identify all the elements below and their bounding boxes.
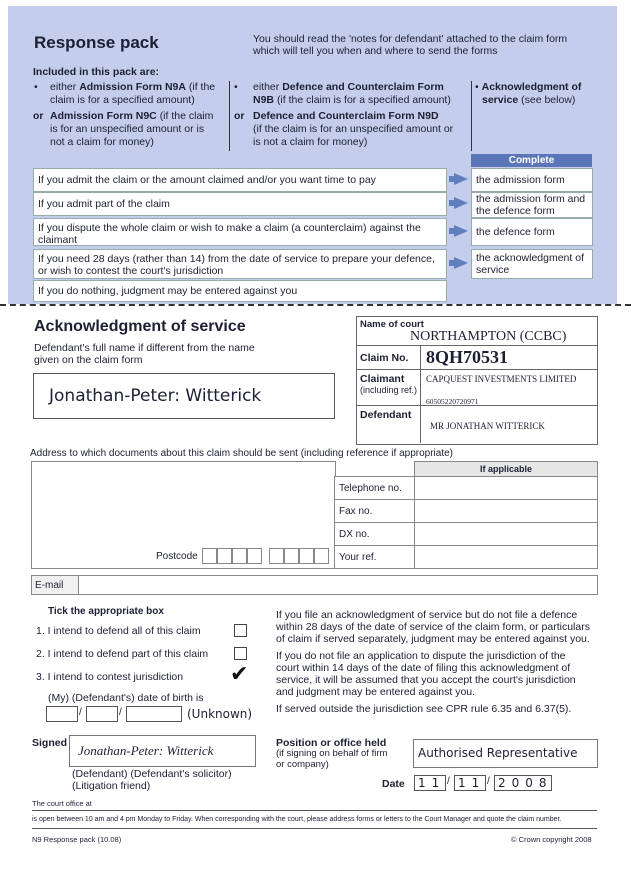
col1-line1 <box>50 81 215 93</box>
note2-line3: service, it will be assumed that you accept the court's jurisdiction <box>276 674 576 686</box>
dob-month-box <box>86 706 118 722</box>
crown-copyright: © Crown copyright 2008 <box>511 835 592 844</box>
your-ref-label: Your ref. <box>339 552 377 563</box>
table-row-4-right <box>471 249 593 279</box>
date-year-value: 2008 <box>498 776 553 790</box>
date-day-box <box>414 775 446 791</box>
postcode-box <box>314 548 329 564</box>
claim-no-label: Claim No. <box>360 352 409 364</box>
date-month-value: 11 <box>458 776 486 790</box>
date-slash-1: / <box>447 776 450 787</box>
col2-bullet: • <box>234 81 238 93</box>
note2-line2: court within 14 days of the date of filing this acknowledgment of <box>276 662 571 674</box>
telephone-field[interactable] <box>414 476 598 500</box>
option-2-label: 2. I intend to defend part of this claim <box>36 648 209 660</box>
court-divider-2 <box>356 369 597 370</box>
col2-either: either <box>253 81 280 93</box>
dob-slash-2: / <box>119 707 122 718</box>
position-sub-2: or company) <box>276 759 329 770</box>
dx-field[interactable] <box>414 522 598 546</box>
complete-header <box>471 154 592 167</box>
dob-unknown: (Unknown) <box>187 707 253 721</box>
signed-label: Signed <box>32 737 68 749</box>
option-2-checkbox[interactable] <box>234 647 247 660</box>
complete-header-label: Complete <box>508 155 555 166</box>
row4-arrow-icon <box>454 257 468 269</box>
dob-day-box <box>46 706 78 722</box>
col1-n9c: Admission Form N9C <box>50 110 157 122</box>
if-applicable-label: If applicable <box>479 464 532 474</box>
postcode-box <box>232 548 247 564</box>
included-heading: Included in this pack are: <box>33 66 160 78</box>
if-applicable-header <box>414 461 598 477</box>
row4-complete: the acknowledgment of service <box>476 252 584 276</box>
address-label: Address to which documents about this claim should be sent (including reference if appropriate) <box>30 448 454 459</box>
col1-n9a: Admission Form N9A <box>79 81 186 93</box>
court-name-value: NORTHAMPTON (CCBC) <box>410 329 567 344</box>
date-slash-2: / <box>487 776 490 787</box>
defendant-name-field[interactable] <box>33 373 335 419</box>
dob-label: (My) (Defendant's) date of birth is <box>48 692 204 704</box>
signature-field[interactable] <box>69 735 256 767</box>
col1-bullet: • <box>34 81 38 93</box>
claim-no-value: 8QH70531 <box>426 347 509 367</box>
notes-instruction-line2: which will tell you when and where to send the forms <box>253 45 498 57</box>
table-row-1-left <box>33 168 447 192</box>
note2-line4: and judgment may be entered against you. <box>276 686 476 698</box>
col2-or: or <box>234 110 245 122</box>
defendant-name-value: Jonathan-Peter: Witterick <box>49 386 262 406</box>
table-row-2-right <box>471 192 593 218</box>
tick-title: Tick the appropriate box <box>48 606 164 617</box>
claimant-label: Claimant <box>360 373 405 385</box>
claimant-ref: 60505220720971 <box>426 397 479 406</box>
defendant-label: Defendant <box>360 409 412 421</box>
table-row-3-right <box>471 218 593 246</box>
postcode-box <box>217 548 232 564</box>
col1-line5: not a claim for money) <box>50 136 154 148</box>
defendant-value: MR JONATHAN WITTERICK <box>430 421 545 431</box>
col2-line2 <box>253 94 451 106</box>
col3-line2 <box>482 94 575 106</box>
court-hours: is open between 10 am and 4 pm Monday to Friday. When corresponding with the court, please address forms or letters to the Court Manager and quote the claim number. <box>32 816 562 823</box>
note2-line1: If you do not file an application to dispute the jurisdiction of the <box>276 650 566 662</box>
email-field[interactable] <box>78 575 598 595</box>
your-ref-field[interactable] <box>414 545 598 569</box>
signer-role-2: (Litigation friend) <box>72 780 151 792</box>
note1-line1: If you file an acknowledgment of service but do not file a defence <box>276 609 578 621</box>
date-year-box <box>494 775 552 791</box>
row1-text: If you admit the claim or the amount claimed and/or you want time to pay <box>38 174 376 186</box>
checkmark-icon: ✔ <box>230 661 249 686</box>
date-day-value: 11 <box>418 776 446 790</box>
claimant-sub-label: (including ref.) <box>360 385 418 395</box>
position-label: Position or office held <box>276 737 387 749</box>
telephone-label: Telephone no. <box>339 483 402 494</box>
your-ref-label-cell <box>334 545 416 569</box>
col2-n9b: N9B <box>253 94 275 106</box>
option-1-checkbox[interactable] <box>234 624 247 637</box>
dob-year-box <box>126 706 182 722</box>
col3-bullet: • <box>475 81 479 93</box>
note1-line2: within 28 days of the date of service of the claim form, or particulars <box>276 621 590 633</box>
postcode-label: Postcode <box>156 551 198 562</box>
fax-field[interactable] <box>414 499 598 523</box>
postcode-field[interactable] <box>202 548 330 564</box>
row3-text: If you dispute the whole claim or wish to make a claim (a counterclaim) against the claimant <box>38 222 421 246</box>
row2-text: If you admit part of the claim <box>38 198 170 210</box>
page-title: Response pack <box>34 33 159 52</box>
row3-arrow-icon <box>454 225 468 237</box>
tear-off-line <box>0 304 631 306</box>
telephone-label-cell <box>334 476 416 500</box>
signature-value: Jonathan-Peter: Witterick <box>78 743 214 758</box>
court-office-label: The court office at <box>32 799 92 808</box>
col1-or: or <box>33 110 44 122</box>
row1-arrow-icon <box>454 173 468 185</box>
row4-text: If you need 28 days (rather than 14) from the date of service to prepare your defence, or wish to contest the court's jurisdiction <box>38 253 435 277</box>
note1-line3: of claim if served separately, judgment may be entered against you. <box>276 633 590 645</box>
notes-instruction-line1: You should read the 'notes for defendant' attached to the claim form <box>253 33 568 45</box>
col-divider-1 <box>229 81 230 151</box>
date-label: Date <box>382 778 405 790</box>
row2-arrow-icon <box>454 197 468 209</box>
postcode-box <box>269 548 284 564</box>
dob-slash-1: / <box>79 707 82 718</box>
col2-line3: Defence and Counterclaim Form N9D <box>253 110 439 122</box>
option-1-label: 1. I intend to defend all of this claim <box>36 625 201 637</box>
defendant-name-label-1: Defendant's full name if different from the name <box>34 342 255 354</box>
ack-title: Acknowledgment of service <box>34 318 246 335</box>
court-divider-3 <box>356 405 597 406</box>
row5-text: If you do nothing, judgment may be entered against you <box>38 285 298 297</box>
position-sub-1: (if signing on behalf of firm <box>276 748 388 759</box>
table-row-4-left <box>33 249 447 279</box>
row3-complete: the defence form <box>476 226 555 238</box>
footer-rule-2 <box>32 828 597 829</box>
col2-defence-form: Defence and Counterclaim Form <box>282 81 444 93</box>
form-id: N9 Response pack (10.08) <box>32 835 122 844</box>
col1-if-the-claim: (if the claim <box>159 110 214 122</box>
col1-line3 <box>50 110 213 122</box>
option-3-label: 3. I intend to contest jurisdiction <box>36 671 184 683</box>
col1-line2: claim is for a specified amount) <box>50 94 195 106</box>
claim-no-divider <box>420 345 421 369</box>
col3-service: service <box>482 94 519 106</box>
postcode-box <box>247 548 262 564</box>
defendant-name-label-2: given on the claim form <box>34 354 143 366</box>
row1-complete: the admission form <box>476 174 565 186</box>
row2-complete: the admission form and the defence form <box>476 193 586 217</box>
postcode-box <box>299 548 314 564</box>
col2-specified: (if the claim is for a specified amount) <box>276 94 451 106</box>
table-row-1-right <box>471 168 593 192</box>
footer-rule-1 <box>32 810 597 811</box>
dx-label-cell <box>334 522 416 546</box>
table-row-3-left <box>33 218 447 246</box>
col1-if-the: (if the <box>188 81 216 93</box>
email-label: E-mail <box>35 580 64 591</box>
col1-either: either <box>50 81 77 93</box>
dob-field[interactable] <box>46 706 186 722</box>
col3-see-below: (see below) <box>521 94 576 106</box>
email-label-cell <box>31 575 79 595</box>
fax-label-cell <box>334 499 416 523</box>
col2-line4: (if the claim is for an unspecified amount or <box>253 123 454 135</box>
date-month-box <box>454 775 486 791</box>
claimant-value: CAPQUEST INVESTMENTS LIMITED <box>426 374 577 384</box>
col3-line1 <box>475 81 581 93</box>
postcode-box <box>202 548 217 564</box>
position-value: Authorised Representative <box>418 746 578 760</box>
dx-label: DX no. <box>339 529 370 540</box>
signer-role-1: (Defendant) (Defendant's solicitor) <box>72 768 232 780</box>
court-divider-1 <box>356 345 597 346</box>
table-row-2-left <box>33 192 447 216</box>
date-field[interactable] <box>414 775 554 793</box>
col-divider-2 <box>471 81 472 151</box>
col2-line5: is not a claim for money) <box>253 136 368 148</box>
col1-line4: is for an unspecified amount or is <box>50 123 205 135</box>
position-field[interactable] <box>413 739 598 768</box>
claimant-divider <box>420 369 421 443</box>
postcode-box <box>284 548 299 564</box>
court-name-label: Name of court <box>360 319 424 330</box>
option-3-checkbox[interactable] <box>230 662 260 686</box>
table-row-5-left <box>33 280 447 302</box>
fax-label: Fax no. <box>339 506 373 517</box>
col2-line1 <box>253 81 444 93</box>
note3: If served outside the jurisdiction see CPR rule 6.35 and 6.37(5). <box>276 703 572 715</box>
col3-ack: Acknowledgment of <box>481 81 582 93</box>
